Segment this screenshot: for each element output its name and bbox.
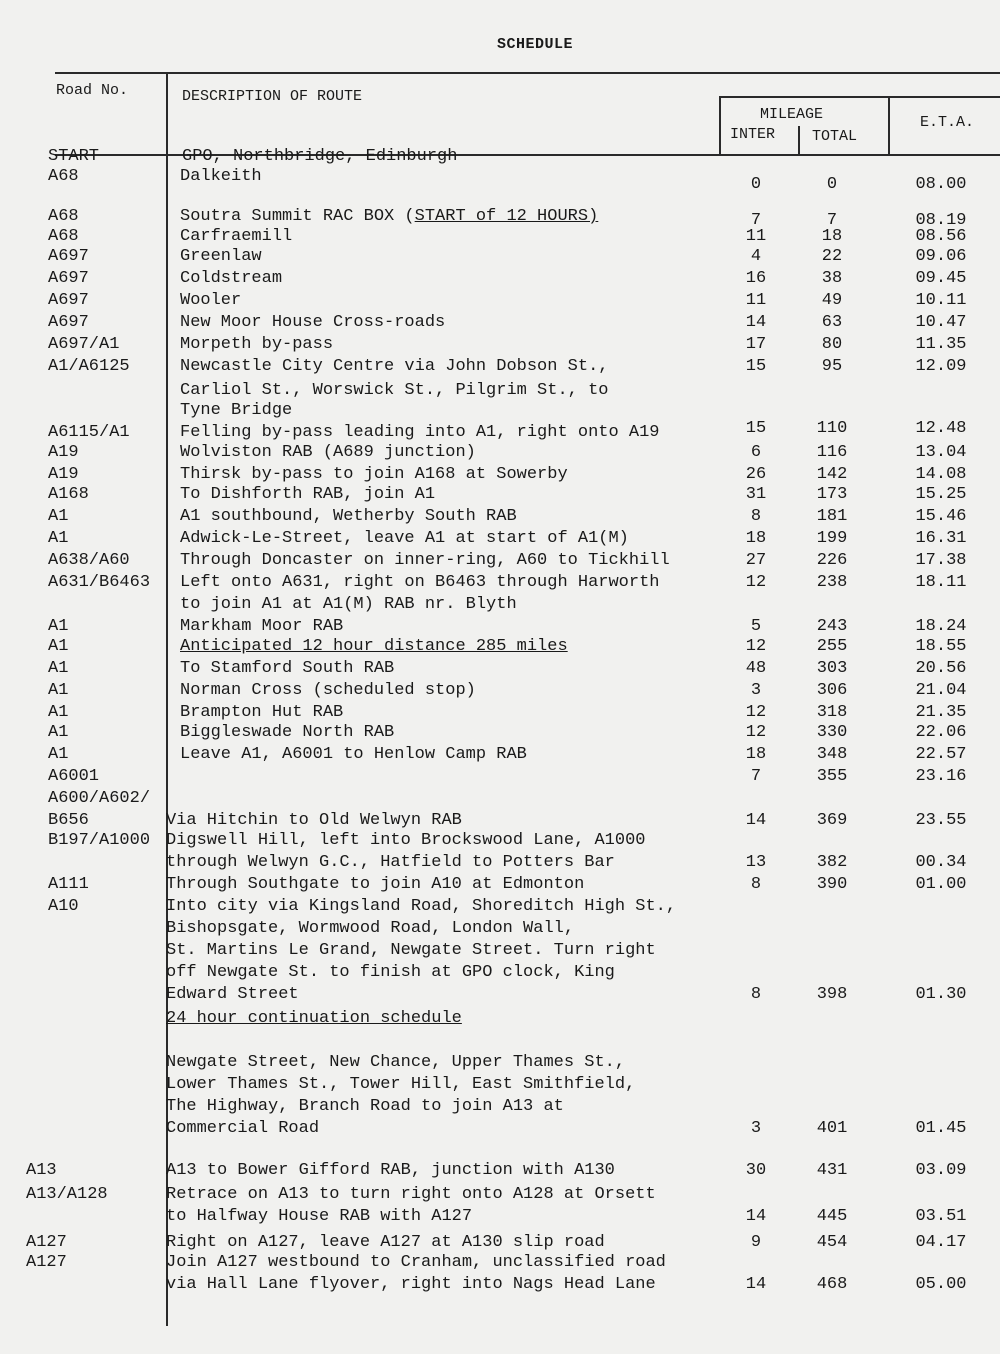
route-description: Leave A1, A6001 to Henlow Camp RAB [180,745,527,764]
eta-time: 23.55 [915,811,967,830]
mileage-total: 255 [816,637,848,656]
eta-time: 15.25 [915,485,967,504]
mileage-inter: 17 [745,335,767,354]
road-number: A638/A60 [48,551,130,570]
road-number: A6115/A1 [48,423,130,442]
mileage-inter: 14 [745,1207,767,1226]
eta-time: 12.09 [915,357,967,376]
route-description: The Highway, Branch Road to join A13 at [166,1097,564,1116]
mileage-inter: 15 [745,419,767,438]
road-number: A111 [48,875,89,894]
header-inter: INTER [730,126,776,143]
road-number: A127 [26,1233,67,1252]
route-description: Carfraemill [180,227,293,246]
mileage-inter: 6 [750,443,762,462]
road-number: A1 [48,703,69,722]
table-row [0,680,1000,702]
road-number: A168 [48,485,89,504]
table-row [0,744,1000,766]
mileage-total: 454 [816,1233,848,1252]
header-total: TOTAL [812,128,858,145]
mileage-total: 7 [826,211,838,230]
mileage-total: 468 [816,1275,848,1294]
mileage-total: 18 [821,227,843,246]
mileage-total: 22 [821,247,843,266]
eta-time: 12.48 [915,419,967,438]
table-row [0,206,1000,228]
mileage-total: 49 [821,291,843,310]
route-description: Digswell Hill, left into Brockswood Lane, A1000 [166,831,646,850]
eta-time: 10.11 [915,291,967,310]
mileage-total: 382 [816,853,848,872]
mileage-total: 306 [816,681,848,700]
table-row [0,788,1000,810]
route-description: Greenlaw [180,247,262,266]
road-number: A697/A1 [48,335,120,354]
table-row [0,226,1000,248]
table-row [0,896,1000,918]
route-description: Right on A127, leave A127 at A130 slip road [166,1233,605,1252]
mileage-header-rule [719,96,1000,98]
table-row [0,1118,1000,1140]
mileage-inter: 3 [750,1119,762,1138]
eta-time: 21.35 [915,703,967,722]
route-description: Dalkeith [180,167,262,186]
road-number: A1 [48,637,69,656]
route-description: to join A1 at A1(M) RAB nr. Blyth [180,595,517,614]
road-number: A1 [48,507,69,526]
road-number: A13 [26,1161,57,1180]
table-row [0,918,1000,940]
table-row [0,766,1000,788]
mileage-total: 226 [816,551,848,570]
mileage-inter: 3 [750,681,762,700]
route-description: through Welwyn G.C., Hatfield to Potters Bar [166,853,615,872]
eta-time: 08.56 [915,227,967,246]
table-row [0,334,1000,356]
route-description: Adwick-Le-Street, leave A1 at start of A1(M) [180,529,629,548]
table-row [0,464,1000,486]
mileage-total: 110 [816,419,848,438]
table-row [0,290,1000,312]
table-row [0,246,1000,268]
eta-time: 18.55 [915,637,967,656]
mileage-inter: 30 [745,1161,767,1180]
road-number: A697 [48,291,89,310]
mileage-total: 238 [816,573,848,592]
road-number: A1 [48,745,69,764]
header-description: DESCRIPTION OF ROUTE [182,88,363,105]
eta-time: 18.24 [915,617,967,636]
mileage-total: 369 [816,811,848,830]
route-description: St. Martins Le Grand, Newgate Street. Turn right [166,941,656,960]
mileage-total: 401 [816,1119,848,1138]
route-description: Commercial Road [166,1119,320,1138]
eta-time: 15.46 [915,507,967,526]
header-top-rule [55,72,1000,74]
mileage-inter: 9 [750,1233,762,1252]
route-description: Lower Thames St., Tower Hill, East Smithfield, [166,1075,636,1094]
route-description: Markham Moor RAB [180,617,344,636]
header-road-no: Road No. [56,82,129,99]
road-number: A19 [48,443,79,462]
route-description: Norman Cross (scheduled stop) [180,681,476,700]
road-number: A68 [48,207,79,226]
table-row [0,484,1000,506]
mileage-total: 318 [816,703,848,722]
mileage-total: 355 [816,767,848,786]
mileage-total: 348 [816,745,848,764]
mileage-inter: 48 [745,659,767,678]
table-row [0,1252,1000,1274]
table-row [0,810,1000,832]
road-number: B656 [48,811,89,830]
mileage-inter: 11 [745,227,767,246]
eta-time: 18.11 [915,573,967,592]
table-row [0,1184,1000,1206]
eta-time: 13.04 [915,443,967,462]
mileage-total: 80 [821,335,843,354]
table-row [0,594,1000,616]
mileage-inter: 31 [745,485,767,504]
road-number: B197/A1000 [48,831,151,850]
mileage-inter: 14 [745,313,767,332]
table-row [0,312,1000,334]
table-row [0,616,1000,638]
road-number: A68 [48,227,79,246]
route-description: Carliol St., Worswick St., Pilgrim St., to [180,381,609,400]
route-description: Newcastle City Centre via John Dobson St., [180,357,609,376]
mileage-inter: 8 [750,985,762,1004]
route-description: Via Hitchin to Old Welwyn RAB [166,811,462,830]
eta-time: 04.17 [915,1233,967,1252]
road-number: A19 [48,465,79,484]
eta-time: 08.19 [915,211,967,230]
eta-time: 05.00 [915,1275,967,1294]
road-number: START [48,147,100,166]
mileage-inter: 18 [745,529,767,548]
eta-time: 17.38 [915,551,967,570]
route-description: Morpeth by-pass [180,335,334,354]
route-description: Edward Street [166,985,299,1004]
mileage-inter: 12 [745,723,767,742]
underlined-text: Anticipated 12 hour distance 285 miles [180,637,568,656]
table-row [0,1008,1000,1030]
mileage-inter: 0 [750,175,762,194]
eta-time: 14.08 [915,465,967,484]
table-row [0,442,1000,464]
mileage-total: 0 [826,175,838,194]
table-row [0,1232,1000,1254]
mileage-inter: 14 [745,1275,767,1294]
route-description: Into city via Kingsland Road, Shoreditch High St., [166,897,677,916]
road-number: A68 [48,167,79,186]
route-description: Join A127 westbound to Cranham, unclassified road [166,1253,666,1272]
header-mileage: MILEAGE [760,106,824,123]
route-description: to Halfway House RAB with A127 [166,1207,473,1226]
mileage-inter: 12 [745,573,767,592]
route-description [166,1008,462,1030]
route-description: Wooler [180,291,242,310]
eta-time: 01.00 [915,875,967,894]
mileage-inter: 16 [745,269,767,288]
mileage-total: 199 [816,529,848,548]
mileage-total: 398 [816,985,848,1004]
route-description: Through Southgate to join A10 at Edmonton [166,875,585,894]
road-number: A127 [26,1253,67,1272]
mileage-total: 303 [816,659,848,678]
mileage-total: 243 [816,617,848,636]
mileage-inter: 11 [745,291,767,310]
mileage-inter: 15 [745,357,767,376]
mileage-total: 330 [816,723,848,742]
mileage-total: 445 [816,1207,848,1226]
table-row [0,268,1000,290]
table-row [0,506,1000,528]
mileage-inter: 12 [745,703,767,722]
mileage-inter: 5 [750,617,762,636]
road-number: A600/A602/ [48,789,151,808]
route-description: Thirsk by-pass to join A168 at Sowerby [180,465,568,484]
table-row [0,984,1000,1006]
road-number: A6001 [48,767,100,786]
route-description: To Stamford South RAB [180,659,395,678]
road-number: A13/A128 [26,1185,108,1204]
route-description: Biggleswade North RAB [180,723,395,742]
route-description: GPO, Northbridge, Edinburgh [182,147,458,166]
mileage-inter: 13 [745,853,767,872]
road-number: A697 [48,247,89,266]
table-row [0,572,1000,594]
route-description: Tyne Bridge [180,401,293,420]
mileage-inter: 18 [745,745,767,764]
table-row [0,1096,1000,1118]
eta-time: 09.06 [915,247,967,266]
mileage-inter: 27 [745,551,767,570]
eta-time: 16.31 [915,529,967,548]
road-number: A10 [48,897,79,916]
route-description: Wolviston RAB (A689 junction) [180,443,476,462]
route-description [180,636,568,658]
road-number: A1/A6125 [48,357,130,376]
route-description: Coldstream [180,269,283,288]
mileage-total: 38 [821,269,843,288]
eta-time: 20.56 [915,659,967,678]
table-row [0,1052,1000,1074]
mileage-total: 116 [816,443,848,462]
table-row [0,419,1000,444]
mileage-total: 95 [821,357,843,376]
road-number: A697 [48,269,89,288]
eta-time: 03.09 [915,1161,967,1180]
table-row [0,146,1000,168]
eta-time: 11.35 [915,335,967,354]
road-number: A697 [48,313,89,332]
mileage-total: 431 [816,1161,848,1180]
route-description: A13 to Bower Gifford RAB, junction with A130 [166,1161,615,1180]
table-row [0,830,1000,852]
table-row [0,940,1000,962]
road-number: A1 [48,529,69,548]
mileage-total: 390 [816,875,848,894]
eta-time: 22.06 [915,723,967,742]
route-description: Left onto A631, right on B6463 through Harworth [180,573,660,592]
table-row [0,722,1000,744]
table-row [0,962,1000,984]
eta-time: 03.51 [915,1207,967,1226]
table-row [0,356,1000,378]
page-title: SCHEDULE [496,36,573,53]
table-row [0,528,1000,550]
underlined-text: START of 12 HOURS) [414,207,599,226]
eta-time: 22.57 [915,745,967,764]
mileage-inter: 4 [750,247,762,266]
mileage-inter: 7 [750,211,762,230]
route-description: To Dishforth RAB, join A1 [180,485,436,504]
table-row [0,166,1000,194]
route-description: Newgate Street, New Chance, Upper Thames St., [166,1053,626,1072]
route-description: A1 southbound, Wetherby South RAB [180,507,517,526]
eta-time: 08.00 [915,175,967,194]
route-description: New Moor House Cross-roads [180,313,446,332]
route-description: Retrace on A13 to turn right onto A128 at Orsett [166,1185,656,1204]
road-number: A1 [48,723,69,742]
road-number: A1 [48,681,69,700]
route-description: Bishopsgate, Wormwood Road, London Wall, [166,919,575,938]
road-number: A631/B6463 [48,573,151,592]
route-description: Brampton Hut RAB [180,703,344,722]
mileage-total: 63 [821,313,843,332]
mileage-total: 181 [816,507,848,526]
mileage-inter: 7 [750,767,762,786]
eta-time: 23.16 [915,767,967,786]
table-row [0,380,1000,402]
table-row [0,1160,1000,1182]
mileage-inter: 8 [750,507,762,526]
mileage-inter: 8 [750,875,762,894]
table-row [0,702,1000,724]
mileage-total: 142 [816,465,848,484]
table-row [0,1074,1000,1096]
mileage-inter: 14 [745,811,767,830]
eta-time: 10.47 [915,313,967,332]
road-number: A1 [48,617,69,636]
road-number: A1 [48,659,69,678]
underlined-text: 24 hour continuation schedule [166,1009,462,1028]
mileage-inter: 26 [745,465,767,484]
table-row [0,658,1000,680]
table-row [0,852,1000,874]
eta-time: 21.04 [915,681,967,700]
route-description: Through Doncaster on inner-ring, A60 to Tickhill [180,551,670,570]
eta-time: 01.30 [915,985,967,1004]
eta-time: 00.34 [915,853,967,872]
header-eta: E.T.A. [920,114,975,131]
eta-time: 09.45 [915,269,967,288]
eta-time: 01.45 [915,1119,967,1138]
route-description: Felling by-pass leading into A1, right onto A19 [180,423,660,442]
route-description: via Hall Lane flyover, right into Nags Head Lane [166,1275,656,1294]
mileage-total: 173 [816,485,848,504]
table-row [0,636,1000,658]
route-description: Soutra Summit RAC BOX (START of 12 HOURS) [180,207,599,226]
table-row [0,1274,1000,1296]
table-row [0,1206,1000,1228]
table-row [0,874,1000,896]
mileage-inter: 12 [745,637,767,656]
table-row [0,550,1000,572]
route-description: off Newgate St. to finish at GPO clock, King [166,963,615,982]
